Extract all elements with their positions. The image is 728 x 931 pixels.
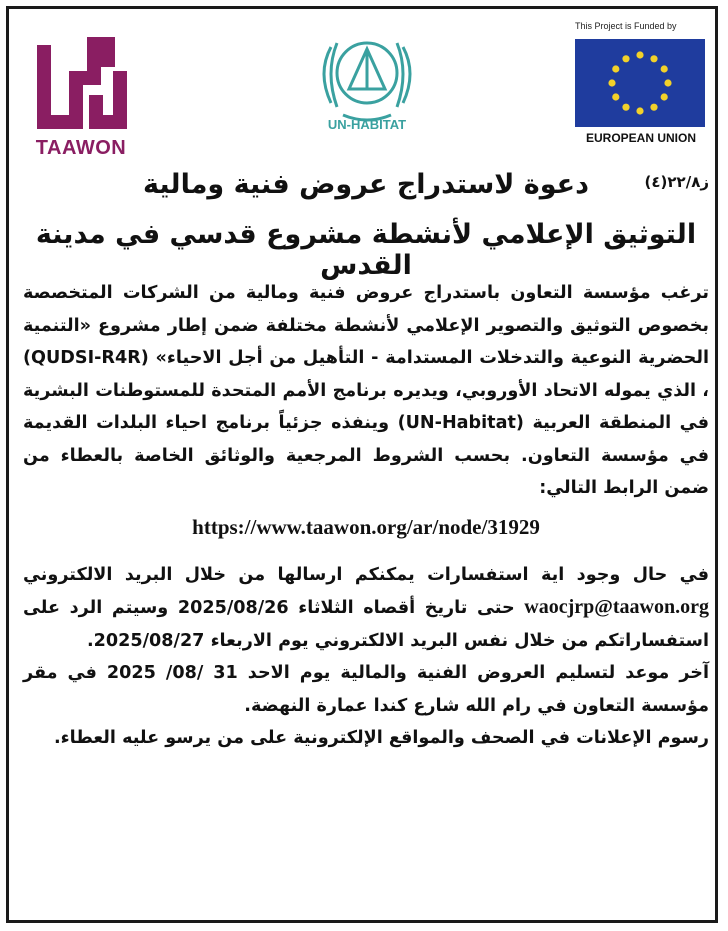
paragraph-deadline: آخر موعد لتسليم العروض الفنية والمالية يوم الاحد 31 /08/ 2025 في مقر مؤسسة التعاون في رام الله شارع كندا عمارة النهضة. [23,663,710,716]
title-row [23,169,709,209]
eu-star [650,55,657,62]
announcement-frame [6,6,718,923]
notice-subtitle: التوثيق الإعلامي لأنشطة مشروع قدسي في مدينة القدس [35,219,697,281]
eu-star [622,55,629,62]
eu-star [661,65,668,72]
eu-star [664,79,671,86]
eu-flag-icon [575,39,705,127]
reference-number: ز٢٢/٨(٤) [644,173,709,191]
tender-link[interactable]: https://www.taawon.org/ar/node/31929 [192,514,540,539]
inquiries-text-start: في حال وجود اية استفسارات يمكنكم ارسالها من خلال البريد الالكتروني [23,564,709,585]
logo-header [9,9,721,169]
eu-star [608,79,615,86]
un-habitat-label: UN-HABITAT [327,117,407,132]
eu-star [612,93,619,100]
paragraph-inquiries [23,559,709,658]
eu-label: EUROPEAN UNION [585,131,696,145]
inquiries-text-end: حتى تاريخ أقصاه الثلاثاء 2025/08/26 وسيتم الرد على استفساراتكم من خلال نفس البريد الالكتروني يوم الاربعاء 2025/08/27. [23,598,709,651]
eu-star [636,51,643,58]
eu-star [650,104,657,111]
eu-funded-caption: This Project is Funded by [575,21,677,31]
notice-title: دعوة لاستدراج عروض فنية ومالية [143,169,589,200]
notice-content [23,169,709,755]
eu-star [661,93,668,100]
eu-star [636,107,643,114]
taawon-wordmark: TAAWON [35,137,127,159]
paragraph-fees: رسوم الإعلانات في الصحف والمواقع الإلكترونية على من يرسو عليه العطاء. [53,728,709,748]
eu-star [622,104,629,111]
contact-email[interactable]: waocjrp@taawon.org [524,596,709,618]
eu-star [612,65,619,72]
paragraph-intro: ترغب مؤسسة التعاون باستدراج عروض فنية ومالية من الشركات المتخصصة بخصوص التوثيق والتصوير الإعلامي لأنشطة مختلفة ضمن إطار مشروع «التنمية الحضرية النوعية والتدخلات المستدامة - التأهيل من أجل الاحياء» (QUDSI-R4R) ، الذي يموله الاتحاد الأوروبي، ويديره برنامج الأمم المتحدة للمستوطنات البشرية في المنطقة العربية (UN-Habitat) وينفذه جزئياً برنامج احياء البلدات القديمة في مؤسسة التعاون. بحسب الشروط المرجعية والوثائق الخاصة بالعطاء من ضمن الرابط التالي: [23,283,709,498]
